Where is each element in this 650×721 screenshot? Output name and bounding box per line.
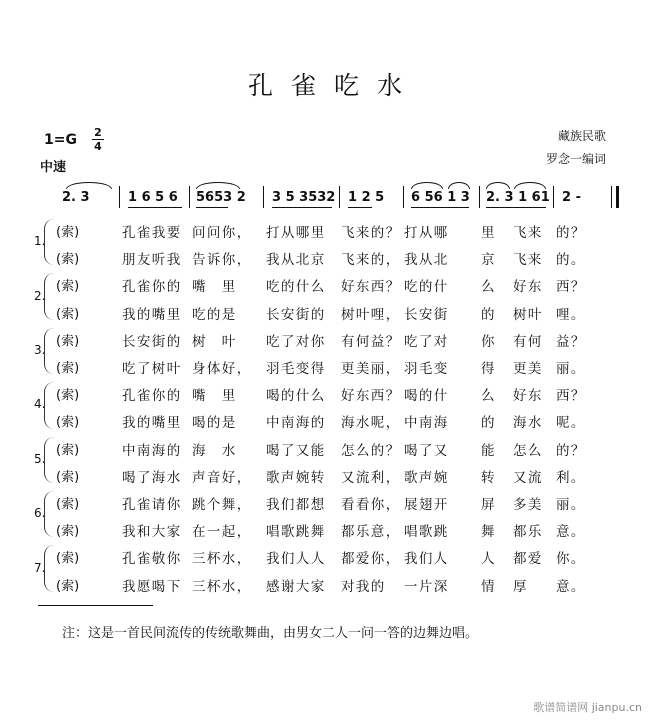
verse-number: 2.	[34, 288, 46, 303]
lyric-segment: 跳个舞，	[192, 497, 252, 513]
lyric-line	[0, 324, 650, 352]
speaker-label: (索)	[56, 524, 80, 540]
lyric-segment: 唱歌跳舞	[266, 524, 326, 541]
lyric-segment: 意。	[556, 524, 586, 541]
lyric-segment: 展翅开	[404, 497, 449, 513]
lyric-line	[0, 215, 650, 243]
lyric-segment: 都爱你，	[341, 551, 401, 568]
lyric-segment: 丽。	[556, 361, 586, 377]
lyric-segment: 利。	[556, 469, 586, 486]
lyric-segment: 我们都想	[266, 497, 326, 513]
lyric-segment: 孔雀你的	[122, 279, 182, 296]
measure: 2. 3 1 61	[486, 190, 550, 205]
tempo-marking: 中速	[40, 160, 67, 175]
speaker-label: (索)	[56, 442, 80, 458]
lyric-segment: 我从北京	[266, 252, 326, 269]
lyric-segment: 得	[481, 361, 496, 377]
speaker-label: (索)	[56, 252, 80, 268]
lyric-segment: 丽。	[556, 497, 586, 513]
notation-staff	[0, 176, 650, 216]
lyric-line	[0, 242, 650, 270]
lyric-segment: 都乐	[513, 524, 543, 541]
lyric-segment: 嘴 里	[192, 279, 237, 296]
lyric-line	[0, 297, 650, 325]
lyric-segment: 吃了对你	[266, 333, 326, 350]
measure: 3 5 3532	[272, 190, 336, 205]
speaker-label: (索)	[56, 361, 80, 376]
lyric-segment: 对我的	[341, 578, 386, 595]
lyric-segment: 飞来的？	[341, 225, 401, 241]
lyric-segment: 吃的是	[192, 306, 237, 323]
lyric-segment: 的？	[556, 442, 586, 459]
lyric-line	[0, 487, 650, 515]
lyric-segment: 我愿喝下	[122, 578, 182, 595]
lyric-segment: 意。	[556, 578, 586, 595]
lyric-segment: 能	[481, 442, 496, 459]
lyric-segment: 孔雀请你	[122, 497, 182, 513]
lyric-segment: 你。	[556, 551, 586, 568]
lyric-segment: 我们人	[404, 551, 449, 568]
lyric-segment: 哩。	[556, 306, 586, 323]
lyric-line	[0, 433, 650, 461]
lyric-segment: 我从北	[404, 252, 449, 269]
lyric-segment: 嘴 里	[192, 388, 237, 405]
lyric-segment: 么	[481, 279, 496, 296]
lyric-segment: 我们人人	[266, 551, 326, 568]
lyric-segment: 好东西？	[341, 279, 401, 296]
lyric-segment: 喝了又能	[266, 442, 326, 459]
lyric-segment: 中南海的	[266, 415, 326, 432]
lyric-segment: 西？	[556, 388, 586, 405]
lyric-segment: 西？	[556, 279, 586, 296]
lyric-segment: 都乐意，	[341, 524, 401, 541]
lyric-segment: 吃的什	[404, 279, 449, 296]
measure: 1 2 5	[348, 190, 385, 205]
lyric-segment: 京	[481, 252, 496, 269]
lyric-segment: 舞	[481, 524, 496, 541]
lyric-segment: 打从哪	[404, 225, 449, 241]
lyric-segment: 长安街的	[122, 333, 182, 350]
lyric-segment: 在一起，	[192, 524, 252, 541]
lyric-segment: 怎么	[513, 442, 543, 459]
lyric-segment: 又流	[513, 469, 543, 486]
lyric-segment: 中南海的	[122, 442, 182, 459]
lyric-segment: 厚	[513, 578, 528, 595]
lyric-segment: 三杯水，	[192, 551, 252, 568]
lyric-segment: 吃了树叶	[122, 361, 182, 377]
measure: 1 6 5 6	[128, 190, 178, 205]
lyric-segment: 的	[481, 415, 496, 432]
lyric-segment: 一片深	[404, 578, 449, 595]
lyric-segment: 的。	[556, 252, 586, 269]
lyric-segment: 孔雀我要	[122, 225, 182, 241]
lyric-line	[0, 460, 650, 488]
speaker-label: (索)	[56, 333, 80, 349]
lyric-segment: 吃了对	[404, 333, 449, 350]
speaker-label: (索)	[56, 388, 80, 404]
lyric-line	[0, 378, 650, 406]
lyric-segment: 又流利，	[341, 469, 401, 486]
lyric-segment: 感谢大家	[266, 578, 326, 595]
speaker-label: (索)	[56, 497, 80, 512]
lyric-segment: 唱歌跳	[404, 524, 449, 541]
lyric-segment: 飞来	[513, 252, 543, 269]
lyric-line	[0, 269, 650, 297]
speaker-label: (索)	[56, 415, 80, 431]
lyric-segment: 我和大家	[122, 524, 182, 541]
lyric-segment: 身体好，	[192, 361, 252, 377]
lyric-segment: 我的嘴里	[122, 415, 182, 432]
lyric-segment: 转	[481, 469, 496, 486]
measure: 2 -	[562, 190, 581, 205]
lyric-segment: 人	[481, 551, 496, 568]
lyric-segment: 多美	[513, 497, 543, 513]
verse-number: 3.	[34, 343, 46, 357]
lyric-segment: 的？	[556, 225, 586, 241]
lyric-segment: 喝了海水	[122, 469, 182, 486]
measure: 6 56 1 3	[411, 190, 470, 205]
lyric-segment: 告诉你，	[192, 252, 252, 269]
lyric-segment: 海水呢，	[341, 415, 401, 432]
time-top: 2	[94, 126, 102, 139]
lyric-line	[0, 514, 650, 542]
lyric-segment: 飞来的，	[341, 252, 401, 269]
song-title: 孔雀吃水	[247, 71, 420, 100]
lyric-segment: 好东西？	[341, 388, 401, 405]
lyric-segment: 吃的什么	[266, 279, 326, 296]
speaker-label: (索)	[56, 578, 80, 594]
lyric-segment: 好东	[513, 279, 543, 296]
measure: 2. 3	[62, 190, 90, 205]
lyric-segment: 歌声婉转	[266, 469, 326, 486]
lyric-segment: 羽毛变得	[266, 361, 326, 377]
lyric-segment: 喝的什	[404, 388, 449, 405]
speaker-label: (索)	[56, 225, 80, 240]
lyric-segment: 好东	[513, 388, 543, 405]
credit-origin: 藏族民歌	[557, 129, 606, 143]
lyric-segment: 声音好，	[192, 469, 252, 486]
lyric-segment: 益？	[556, 333, 586, 350]
verse-number: 1.	[34, 234, 46, 249]
speaker-label: (索)	[56, 469, 80, 485]
lyric-segment: 树叶哩，	[341, 306, 401, 323]
time-signature	[92, 127, 104, 152]
key-signature: 1=G	[44, 132, 77, 148]
lyric-segment: 屏	[481, 497, 496, 513]
lyric-line	[0, 569, 650, 597]
lyric-segment: 喝的什么	[266, 388, 326, 405]
lyric-segment: 都爱	[513, 551, 543, 568]
lyric-segment: 海 水	[192, 442, 237, 459]
verse-number: 5.	[34, 451, 46, 466]
lyric-segment: 有何	[513, 333, 543, 350]
lyric-line	[0, 405, 650, 433]
lyric-segment: 朋友听我	[122, 252, 182, 269]
time-bottom: 4	[94, 140, 102, 153]
lyric-segment: 树 叶	[192, 333, 237, 350]
lyric-segment: 你	[481, 333, 496, 350]
lyric-segment: 更美	[513, 361, 543, 377]
measure: 5653 2	[196, 190, 246, 205]
lyric-segment: 歌声婉	[404, 469, 449, 486]
lyric-segment: 孔雀你的	[122, 388, 182, 405]
lyric-segment: 三杯水，	[192, 578, 252, 595]
lyric-segment: 树叶	[513, 306, 543, 323]
verse-number: 7.	[34, 560, 46, 575]
lyric-segment: 中南海	[404, 415, 449, 432]
lyric-segment: 海水	[513, 415, 543, 432]
verse-number: 4.	[34, 397, 46, 412]
lyric-segment: 有何益？	[341, 333, 401, 350]
lyric-segment: 我的嘴里	[122, 306, 182, 323]
lyric-segment: 羽毛变	[404, 361, 449, 377]
speaker-label: (索)	[56, 306, 80, 322]
lyric-segment: 飞来	[513, 225, 543, 241]
lyric-segment: 怎么的？	[341, 442, 401, 459]
lyric-segment: 打从哪里	[266, 225, 326, 241]
speaker-label: (索)	[56, 279, 80, 295]
lyric-segment: 看看你，	[341, 497, 401, 513]
lyric-segment: 喝了又	[404, 442, 449, 459]
verse-number: 6.	[34, 506, 46, 521]
lyric-segment: 喝的是	[192, 415, 237, 432]
lyric-line	[0, 541, 650, 569]
lyric-segment: 问问你，	[192, 225, 252, 241]
lyric-segment: 的	[481, 306, 496, 323]
lyric-segment: 长安街	[404, 306, 449, 323]
lyric-segment: 呢。	[556, 415, 586, 432]
lyric-segment: 情	[481, 578, 496, 595]
lyric-segment: 里	[481, 225, 496, 241]
lyric-segment: 孔雀敬你	[122, 551, 182, 568]
lyric-segment: 么	[481, 388, 496, 405]
lyric-line	[0, 351, 650, 379]
lyric-segment: 长安街的	[266, 306, 326, 323]
footnote-divider	[38, 605, 153, 606]
speaker-label: (索)	[56, 551, 80, 567]
watermark: 歌谱简谱网 jianpu.cn	[533, 701, 642, 714]
credit-lyricist: 罗念一编词	[545, 152, 606, 166]
lyric-segment: 更美丽，	[341, 361, 401, 377]
footnote: 注：这是一首民间流传的传统歌舞曲，由男女二人一问一答的边舞边唱。	[62, 626, 479, 641]
